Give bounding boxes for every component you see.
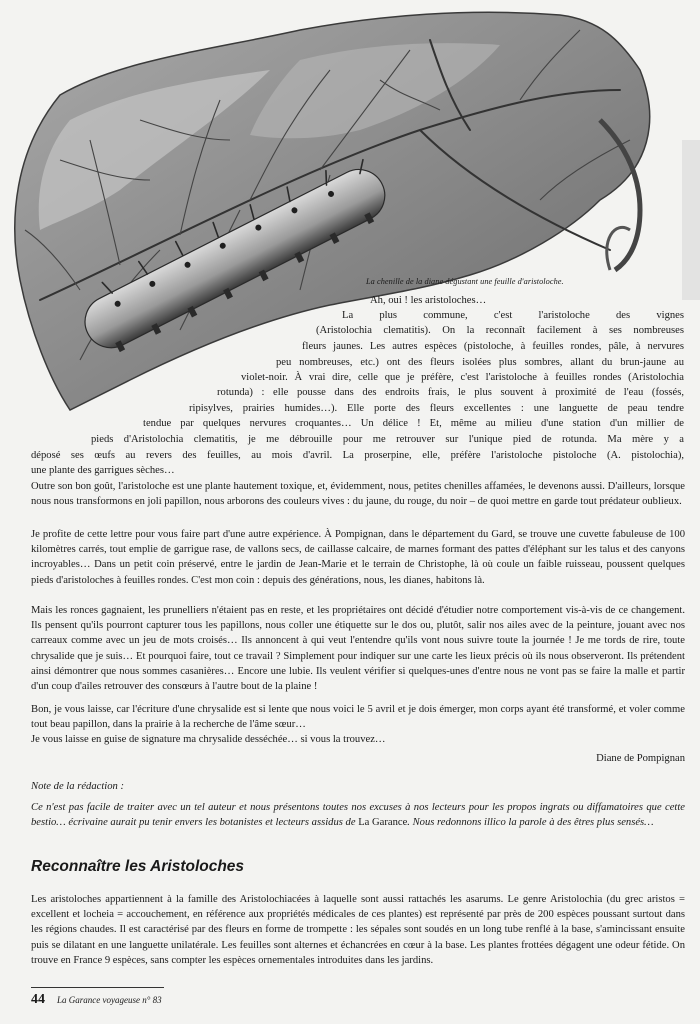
- footer-rule: [31, 987, 164, 988]
- paragraph-text: Outre son bon goût, l'aristoloche est une plante hautement toxique, et, évidemment, nous, petites chenilles affamées, le devenons aussi. D'ailleurs, lorsque nous nous transformons en joli papillon, nous arborons des couleurs vives : du jaune, du rouge, du noir – de quoi mettre en garde tout prédateur oublieux.: [31, 481, 685, 508]
- paragraph-text: Bon, je vous laisse, car l'écriture d'une chrysalide est si lente que nous voici le 5 avril et je dois émerger, mon corps ayant été transformé, et voler comme tout beau papillon, dans la prairie à la recherche de l'âme sœur…: [31, 704, 685, 731]
- article-paragraph: [31, 603, 685, 694]
- intro-line: peu nombreuses, etc.) ont des fleurs isolées plus sombres, allant du brun-jaune au: [276, 357, 684, 368]
- intro-line: tendue par quelques nervures croquantes… Un délice ! Et, même au milieu d'une station d'un millier de: [143, 418, 684, 429]
- intro-line: pieds d'Aristolochia clematitis, je me débrouille pour me retrouver sur l'unique pied de rotunda. Ma mère y a: [91, 434, 684, 445]
- intro-line: fleurs jaunes. Les autres espèces (pistoloche, à feuilles rondes, pâle, à nervures: [302, 341, 684, 352]
- paragraph-text: Je vous laisse en guise de signature ma chrysalide desséchée… si vous la trouvez…: [31, 734, 386, 746]
- page-number: 44: [31, 992, 45, 1007]
- article-paragraph: [31, 702, 685, 748]
- intro-line: ripisylves, prairies humides…). Elle porte des fleurs excellentes : une languette de peau tendre: [189, 403, 684, 414]
- article-paragraph: [31, 527, 685, 588]
- intro-line: Ah, oui ! les aristoloches…: [370, 295, 487, 306]
- intro-line: rotunda) : elle pousse dans des endroits frais, le plus souvent à proximité de l'eau (fossés,: [217, 387, 684, 398]
- section-heading: Reconnaître les Aristoloches: [31, 858, 245, 875]
- figure-caption: La chenille de la diane dégustant une feuille d'aristoloche.: [366, 277, 564, 286]
- intro-line: déposé ses œufs au revers des feuilles, au mois d'avril. La proserpine, elle, préfère l'aristoloche pistoloche (A. pistolochia),: [31, 450, 684, 461]
- page-edge-shadow: [660, 140, 700, 300]
- intro-line: (Aristolochia clematitis). On la reconnaît facilement à ses nombreuses: [316, 325, 684, 336]
- signature: Diane de Pompignan: [596, 753, 685, 764]
- editor-note: [31, 800, 685, 830]
- note-magazine-name: La Garance: [358, 817, 408, 828]
- magazine-title: La Garance voyageuse n° 83: [57, 995, 162, 1005]
- section-body: Les aristoloches appartiennent à la famille des Aristolochiacées à laquelle sont aussi rattachés les asarums. Le genre Aristolochia (du grec aristos = excellent et locheia = accouchement, en référence aux propriétés médicales de ces plantes) est représenté par près de 200 espèces poussant surtout dans les régions chaudes. Il est caractérisé par des fleurs en forme de trompette : les sépales sont soudés en un long tube renflé à la base, s'amincissant ensuite puis se dilatant en une languette unilatérale. Les feuilles sont alternes et échancrées en cœur à la base. Les plantes frottées dégagent une odeur fétide. On trouve en France 9 espèces, sans compter les espèces ornementales introduites dans les jardins.: [31, 894, 685, 966]
- paragraph-text: Mais les ronces gagnaient, les prunelliers n'étaient pas en reste, et les propriétaires ont décidé d'étudier notre comportement vis-à-vis de ce changement. Ils pensent qu'ils pourront capturer tous les papillons, nous coller une étiquette sur le dos ou, plutôt, salir nos ailes avec de la peinture, jouant avec nos carreaux comme avec un jeu de mots croisés… Ils annoncent à qui veut l'entendre qu'ils vont nous suivre toute la journée ! Je me tords de rire, toute chrysalide que je suis… Et pourquoi faire, tout ce travail ? Simplement pour indiquer sur une carte les lieux précis où ils nous observeront. Ils prétendent ainsi démontrer que nous sommes casanières… Encore une lubie. Ils veulent vérifier si quelques-unes d'entre nous ne vont pas se faire la malle et partir d'un coup d'ailes retrouver des consœurs à l'autre bout de la plaine !: [31, 605, 685, 693]
- article-paragraph: [31, 479, 685, 509]
- note-text: . Nous redonnons illico la parole à des êtres plus sensés…: [407, 817, 654, 828]
- editor-note-title: Note de la rédaction :: [31, 781, 124, 792]
- note-text: Ce n'est pas facile de traiter avec un tel auteur et nous présentons toutes nos excuses à nos lecteurs pour les propos ingrats ou diffamatoires que cette bestio… écrivaine aurait pu tenir envers les botanistes et lecteurs assidus de: [31, 802, 685, 828]
- intro-line: violet-noir. À vrai dire, celle que je préfère, c'est l'aristoloche à feuilles rondes (Aristolochia: [241, 372, 684, 383]
- paragraph-text: Je profite de cette lettre pour vous faire part d'une autre expérience. À Pompignan, dans le département du Gard, se trouve une cuvette fabuleuse de 100 kilomètres carrés, tout emplie de garrigue rase, de vallons secs, de caillasse calcaire, de marnes formant des pattes d'éléphant sur les talus et des canyons incroyables… Dans un petit coin préservé, entre le jardin de Jean-Marie et le terrain de Christophe, là où coule un faible ruisseau, poussent quelques pieds d'aristoloches à feuilles rondes. C'est mon coin : depuis des générations, nous, les dianes, habitons là.: [31, 529, 685, 586]
- intro-line: une plante des garrigues sèches…: [31, 465, 175, 476]
- intro-line: La plus commune, c'est l'aristoloche des vignes: [342, 310, 684, 321]
